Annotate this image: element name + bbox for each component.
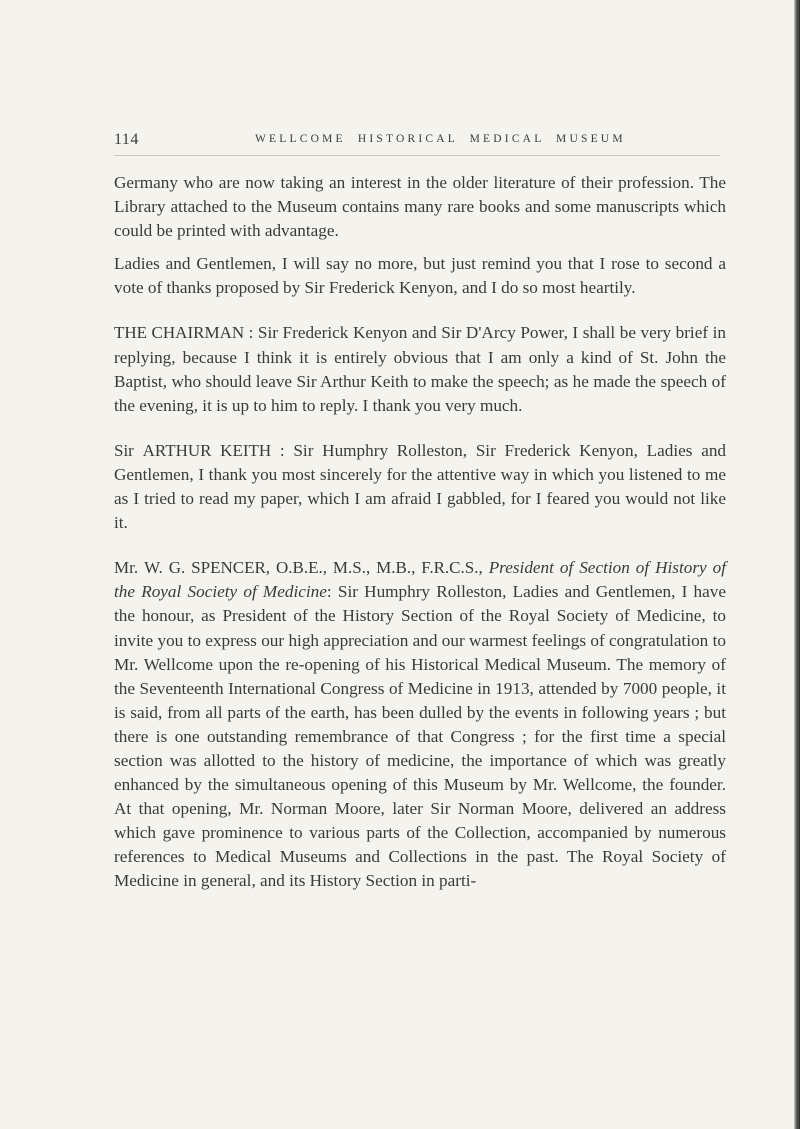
speech-text: Sir Frederick Kenyon and Sir D'Arcy Power, I shall be very brief in replying, because I think it is entirely obvious that I am only a kind of St. John the Baptist, who should leave Sir Arthur Keith to make the speech; as he made the speech of the evening, it is up to him to reply. I thank you very much.: [114, 323, 726, 415]
speaker-name: W. G. SPENCER, O.B.E., M.S., M.B., F.R.C.S.,: [144, 558, 483, 578]
paragraph-chairman: [114, 321, 726, 417]
speaker-name: THE CHAIRMAN :: [114, 323, 254, 343]
page-number: 114: [114, 131, 139, 148]
speaker-name: ARTHUR KEITH :: [142, 440, 285, 460]
speaker-role: President of Section of History of the Royal Society of Medicine: [114, 558, 726, 602]
speech-text: : Sir Humphry Rolleston, Ladies and Gentlemen, I have the honour, as President of the History Section of the Royal Society of Medicine, to invite you to express our high appreciation and our warmest feelings of congratulation to Mr. Wellcome upon the re-opening of his Historical Medical Museum. The memory of the Seventeenth International Congress of Medicine in 1913, attended by 7000 people, it is said, from all parts of the earth, has been dulled by the events in following years ; but there is one outstanding remembrance of that Congress ; for the first time a special section was allotted to the history of medicine, the importance of which was greatly enhanced by the simultaneous opening of this Museum by Mr. Wellcome, the founder. At that opening, Mr. Norman Moore, later Sir Norman Moore, delivered an address which gave prominence to various parts of the Collection, accompanied by numerous references to Medical Museums and Collections in the past. The Royal Society of Medicine in general, and its History Section in parti-: [114, 582, 726, 891]
paragraph-2: Ladies and Gentlemen, I will say no more, but just remind you that I rose to second a vote of thanks proposed by Sir Frederick Kenyon, and I do so most heartily.: [114, 254, 726, 298]
page-header: [114, 131, 720, 156]
page-edge-shadow: [794, 0, 800, 1129]
speaker-title: Sir: [114, 440, 134, 460]
paragraph-keith: [114, 439, 726, 535]
running-title: WELLCOME HISTORICAL MEDICAL MUSEUM: [255, 133, 626, 145]
speaker-title: Mr.: [114, 558, 139, 578]
paragraph-spencer: [114, 556, 726, 893]
speech-text: Sir Humphry Rolleston, Sir Frederick Kenyon, Ladies and Gentlemen, I thank you most sincerely for the attentive way in which you listened to me as I tried to read my paper, which I am afraid I gabbled, for I feared you would not like it.: [114, 440, 727, 533]
body-text: [114, 171, 726, 894]
paragraph-1: Germany who are now taking an interest in the older literature of their profession. The Library attached to the Museum contains many rare books and some manuscripts which could be printed with advantage.: [114, 173, 726, 241]
